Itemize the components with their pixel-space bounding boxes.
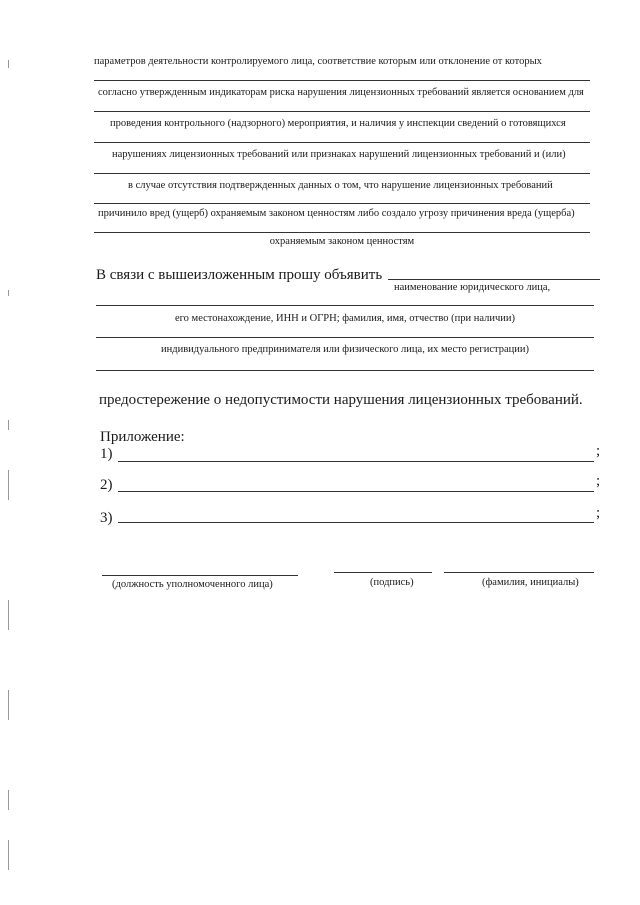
appendix-item-line (118, 491, 594, 492)
org-name-line (388, 279, 600, 280)
scan-mark (8, 470, 9, 500)
name-line (444, 572, 594, 573)
appendix-item-end: ; (596, 473, 601, 489)
text-line-3: проведения контрольного (надзорного) мероприятия, и наличия у инспекции сведений о готовящихся (110, 118, 566, 129)
signature-sign: (подпись) (370, 577, 414, 588)
underline (96, 370, 594, 371)
signature-position: (должность уполномоченного лица) (112, 579, 273, 590)
text-line-6: причинило вред (ущерб) охраняемым законом ценностям либо создало угрозу причинения вреда (ущерба) (98, 208, 575, 219)
appendix-item-end: ; (596, 505, 601, 521)
underline (96, 337, 594, 338)
signature-name: (фамилия, инициалы) (482, 577, 579, 588)
hint-location: его местонахождение, ИНН и ОГРН; фамилия, имя, отчество (при наличии) (174, 313, 516, 324)
scan-mark (8, 420, 9, 430)
underline (94, 173, 590, 174)
scan-mark (8, 840, 9, 870)
appendix-item-end: ; (596, 443, 601, 459)
appendix-item-num: 2) (100, 477, 113, 493)
text-line-1: параметров деятельности контролируемого лица, соответствие которым или отклонение от которых (94, 56, 542, 67)
underline (94, 203, 590, 204)
underline (94, 232, 590, 233)
request-label: В связи с вышеизложенным прошу объявить (96, 267, 383, 283)
underline (94, 111, 590, 112)
appendix-item-line (118, 461, 594, 462)
text-line-2: согласно утвержденным индикаторам риска нарушения лицензионных требований является основанием для (98, 87, 584, 98)
underline (94, 80, 590, 81)
sign-line (334, 572, 432, 573)
appendix-item-num: 1) (100, 446, 113, 462)
appendix-item-num: 3) (100, 510, 113, 526)
text-line-7: охраняемым законом ценностям (269, 236, 415, 247)
scan-mark (8, 790, 9, 810)
appendix-title: Приложение: (100, 429, 185, 445)
appendix-item-line (118, 522, 594, 523)
text-line-5: в случае отсутствия подтвержденных данных о том, что нарушение лицензионных требований (128, 180, 553, 191)
underline (96, 305, 594, 306)
hint-org-name: наименование юридического лица, (394, 282, 551, 293)
underline (94, 142, 590, 143)
hint-registration: индивидуального предпринимателя или физического лица, их место регистрации) (161, 344, 529, 355)
scan-mark (8, 60, 9, 68)
position-line (102, 575, 298, 576)
scan-mark (8, 290, 9, 296)
scan-mark (8, 600, 9, 630)
text-line-4: нарушениях лицензионных требований или признаках нарушений лицензионных требований и (или) (112, 149, 566, 160)
warning-text: предостережение о недопустимости нарушения лицензионных требований. (99, 392, 583, 408)
scan-mark (8, 690, 9, 720)
